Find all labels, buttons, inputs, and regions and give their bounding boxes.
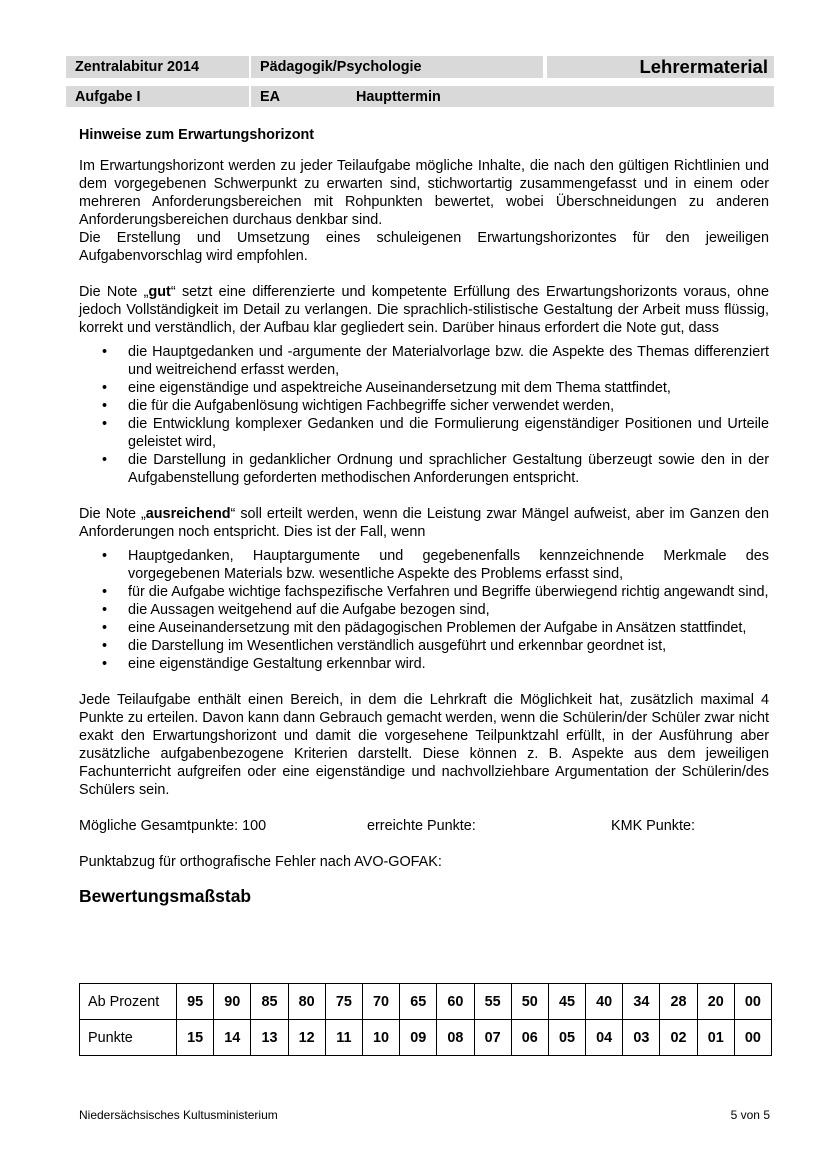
table-row-points <box>80 1020 772 1056</box>
table-cell: 11 <box>325 1020 362 1056</box>
ausreichend-paragraph: Die Note „ausreichend“ soll erteilt werden, wenn die Leistung zwar Mängel aufweist, aber im Ganzen den Anforderungen noch entspricht. Dies ist der Fall, wenn <box>79 506 769 540</box>
list-item: • die Entwicklung komplexer Gedanken und die Formulierung eigenständiger Positionen und Urteile geleistet wird, <box>79 415 769 451</box>
header-exam: Zentralabitur 2014 <box>66 56 249 78</box>
kmk-points: KMK Punkte: <box>611 818 695 834</box>
intro-paragraph-2: Die Erstellung und Umsetzung eines schuleigenen Erwartungshorizontes für den jeweiligen Aufgabenvorschlag wird empfohlen. <box>79 230 769 264</box>
main-content <box>79 126 769 905</box>
list-item: • eine eigenständige Gestaltung erkennbar wird. <box>79 655 769 673</box>
header-task: Aufgabe I <box>66 86 249 107</box>
table-cell: 90 <box>214 984 251 1020</box>
list-item: • die Darstellung in gedanklicher Ordnung und sprachlicher Gestaltung überzeugt sowie den in der Aufgabenstellung geforderten methodischen Anforderungen entspricht. <box>79 451 769 487</box>
header-material: Lehrermaterial <box>547 56 774 78</box>
grade-gut: gut <box>148 284 171 300</box>
table-cell: 45 <box>548 984 585 1020</box>
footer-ministry: Niedersächsisches Kultusministerium <box>79 1108 278 1122</box>
table-cell: 75 <box>325 984 362 1020</box>
list-item: • eine eigenständige und aspektreiche Auseinandersetzung mit dem Thema stattfindet, <box>79 379 769 397</box>
table-cell: 55 <box>474 984 511 1020</box>
table-cell: 15 <box>177 1020 214 1056</box>
table-cell: 70 <box>362 984 399 1020</box>
grade-ausreichend: ausreichend <box>145 506 231 522</box>
points-row <box>79 817 769 835</box>
table-cell: 06 <box>511 1020 548 1056</box>
grading-scale-table <box>79 983 772 1056</box>
table-cell: 10 <box>362 1020 399 1056</box>
total-points: Mögliche Gesamtpunkte: 100 <box>79 818 267 834</box>
table-cell: 04 <box>586 1020 623 1056</box>
footer-page-number: 5 von 5 <box>730 1108 770 1122</box>
list-item: • die Aussagen weitgehend auf die Aufgabe bezogen sind, <box>79 601 769 619</box>
teilaufgabe-paragraph: Jede Teilaufgabe enthält einen Bereich, in dem die Lehrkraft die Möglichkeit hat, zusätzlich maximal 4 Punkte zu erteilen. Davon kann dann Gebrauch gemacht werden, wenn die Schülerin/der Schüler zwar nicht exakt den Erwartungshorizont und damit die vorgesehene Teilpunktzahl erfüllt, in der Ausführung aber zusätzliche aufgabenbezogene Kriterien darstellt. Diese können z. B. Aspekte aus dem jeweiligen Fachunterricht aufgreifen oder eine eigenständige und nachvollziehbare Argumentation der Schülerin/des Schülers sein. <box>79 692 769 798</box>
header-level: EA <box>251 86 347 107</box>
table-cell: 03 <box>623 1020 660 1056</box>
header-term: Haupttermin <box>347 86 774 107</box>
table-cell: 00 <box>734 1020 771 1056</box>
table-cell: 12 <box>288 1020 325 1056</box>
deduction-note: Punktabzug für orthografische Fehler nach AVO-GOFAK: <box>79 854 442 870</box>
table-cell: 28 <box>660 984 697 1020</box>
gut-paragraph: Die Note „gut“ setzt eine differenzierte und kompetente Erfüllung des Erwartungshorizonts voraus, ohne jedoch Vollständigkeit im Detail zu verlangen. Die sprachlich-stilistische Gestaltung der Arbeit muss flüssig, korrekt und verständlich, der Aufbau klar gegliedert sein. Darüber hinaus erfordert die Note gut, dass <box>79 284 770 336</box>
row-label-percent: Ab Prozent <box>80 984 177 1020</box>
table-cell: 05 <box>548 1020 585 1056</box>
ausreichend-criteria-list <box>79 547 769 673</box>
intro-paragraph-1: Im Erwartungshorizont werden zu jeder Teilaufgabe mögliche Inhalte, die nach den gültigen Richtlinien und dem vorgegebenen Schwerpunkt zu erwarten sind, stichwortartig zusammengefasst und in einem oder mehreren Anforderungsbereichen mit Rohpunkten bewertet, wobei Überschneidungen zu anderen Anforderungsbereichen durchaus denkbar sind. <box>79 158 769 228</box>
achieved-points: erreichte Punkte: <box>367 818 476 834</box>
table-cell: 20 <box>697 984 734 1020</box>
table-cell: 14 <box>214 1020 251 1056</box>
table-cell: 40 <box>586 984 623 1020</box>
header-subject: Pädagogik/Psychologie <box>251 56 543 78</box>
table-cell: 07 <box>474 1020 511 1056</box>
gut-criteria-list <box>79 343 769 487</box>
list-item: • für die Aufgabe wichtige fachspezifische Verfahren und Begriffe überwiegend richtig angewandt sind, <box>79 583 769 601</box>
list-item: • die Darstellung im Wesentlichen verständlich ausgeführt und erkennbar geordnet ist, <box>79 637 769 655</box>
table-cell: 09 <box>400 1020 437 1056</box>
table-cell: 13 <box>251 1020 288 1056</box>
table-cell: 00 <box>734 984 771 1020</box>
scale-title: Bewertungsmaßstab <box>79 886 252 906</box>
table-cell: 95 <box>177 984 214 1020</box>
list-item: • die Hauptgedanken und -argumente der Materialvorlage bzw. die Aspekte des Themas differenziert und weitreichend erfasst werden, <box>79 343 769 379</box>
table-cell: 02 <box>660 1020 697 1056</box>
table-cell: 08 <box>437 1020 474 1056</box>
table-cell: 01 <box>697 1020 734 1056</box>
section-heading: Hinweise zum Erwartungshorizont <box>79 127 315 143</box>
table-cell: 60 <box>437 984 474 1020</box>
table-cell: 80 <box>288 984 325 1020</box>
table-cell: 85 <box>251 984 288 1020</box>
table-row-percent <box>80 984 772 1020</box>
table-cell: 34 <box>623 984 660 1020</box>
table-cell: 65 <box>400 984 437 1020</box>
list-item: • die für die Aufgabenlösung wichtigen Fachbegriffe sicher verwendet werden, <box>79 397 769 415</box>
list-item: • Hauptgedanken, Hauptargumente und gegebenenfalls kennzeichnende Merkmale des vorgegebenen Materials bzw. wesentliche Aspekte des Problems erfasst sind, <box>79 547 769 583</box>
row-label-points: Punkte <box>80 1020 177 1056</box>
table-cell: 50 <box>511 984 548 1020</box>
list-item: • eine Auseinandersetzung mit den pädagogischen Problemen der Aufgabe in Ansätzen stattfindet, <box>79 619 769 637</box>
